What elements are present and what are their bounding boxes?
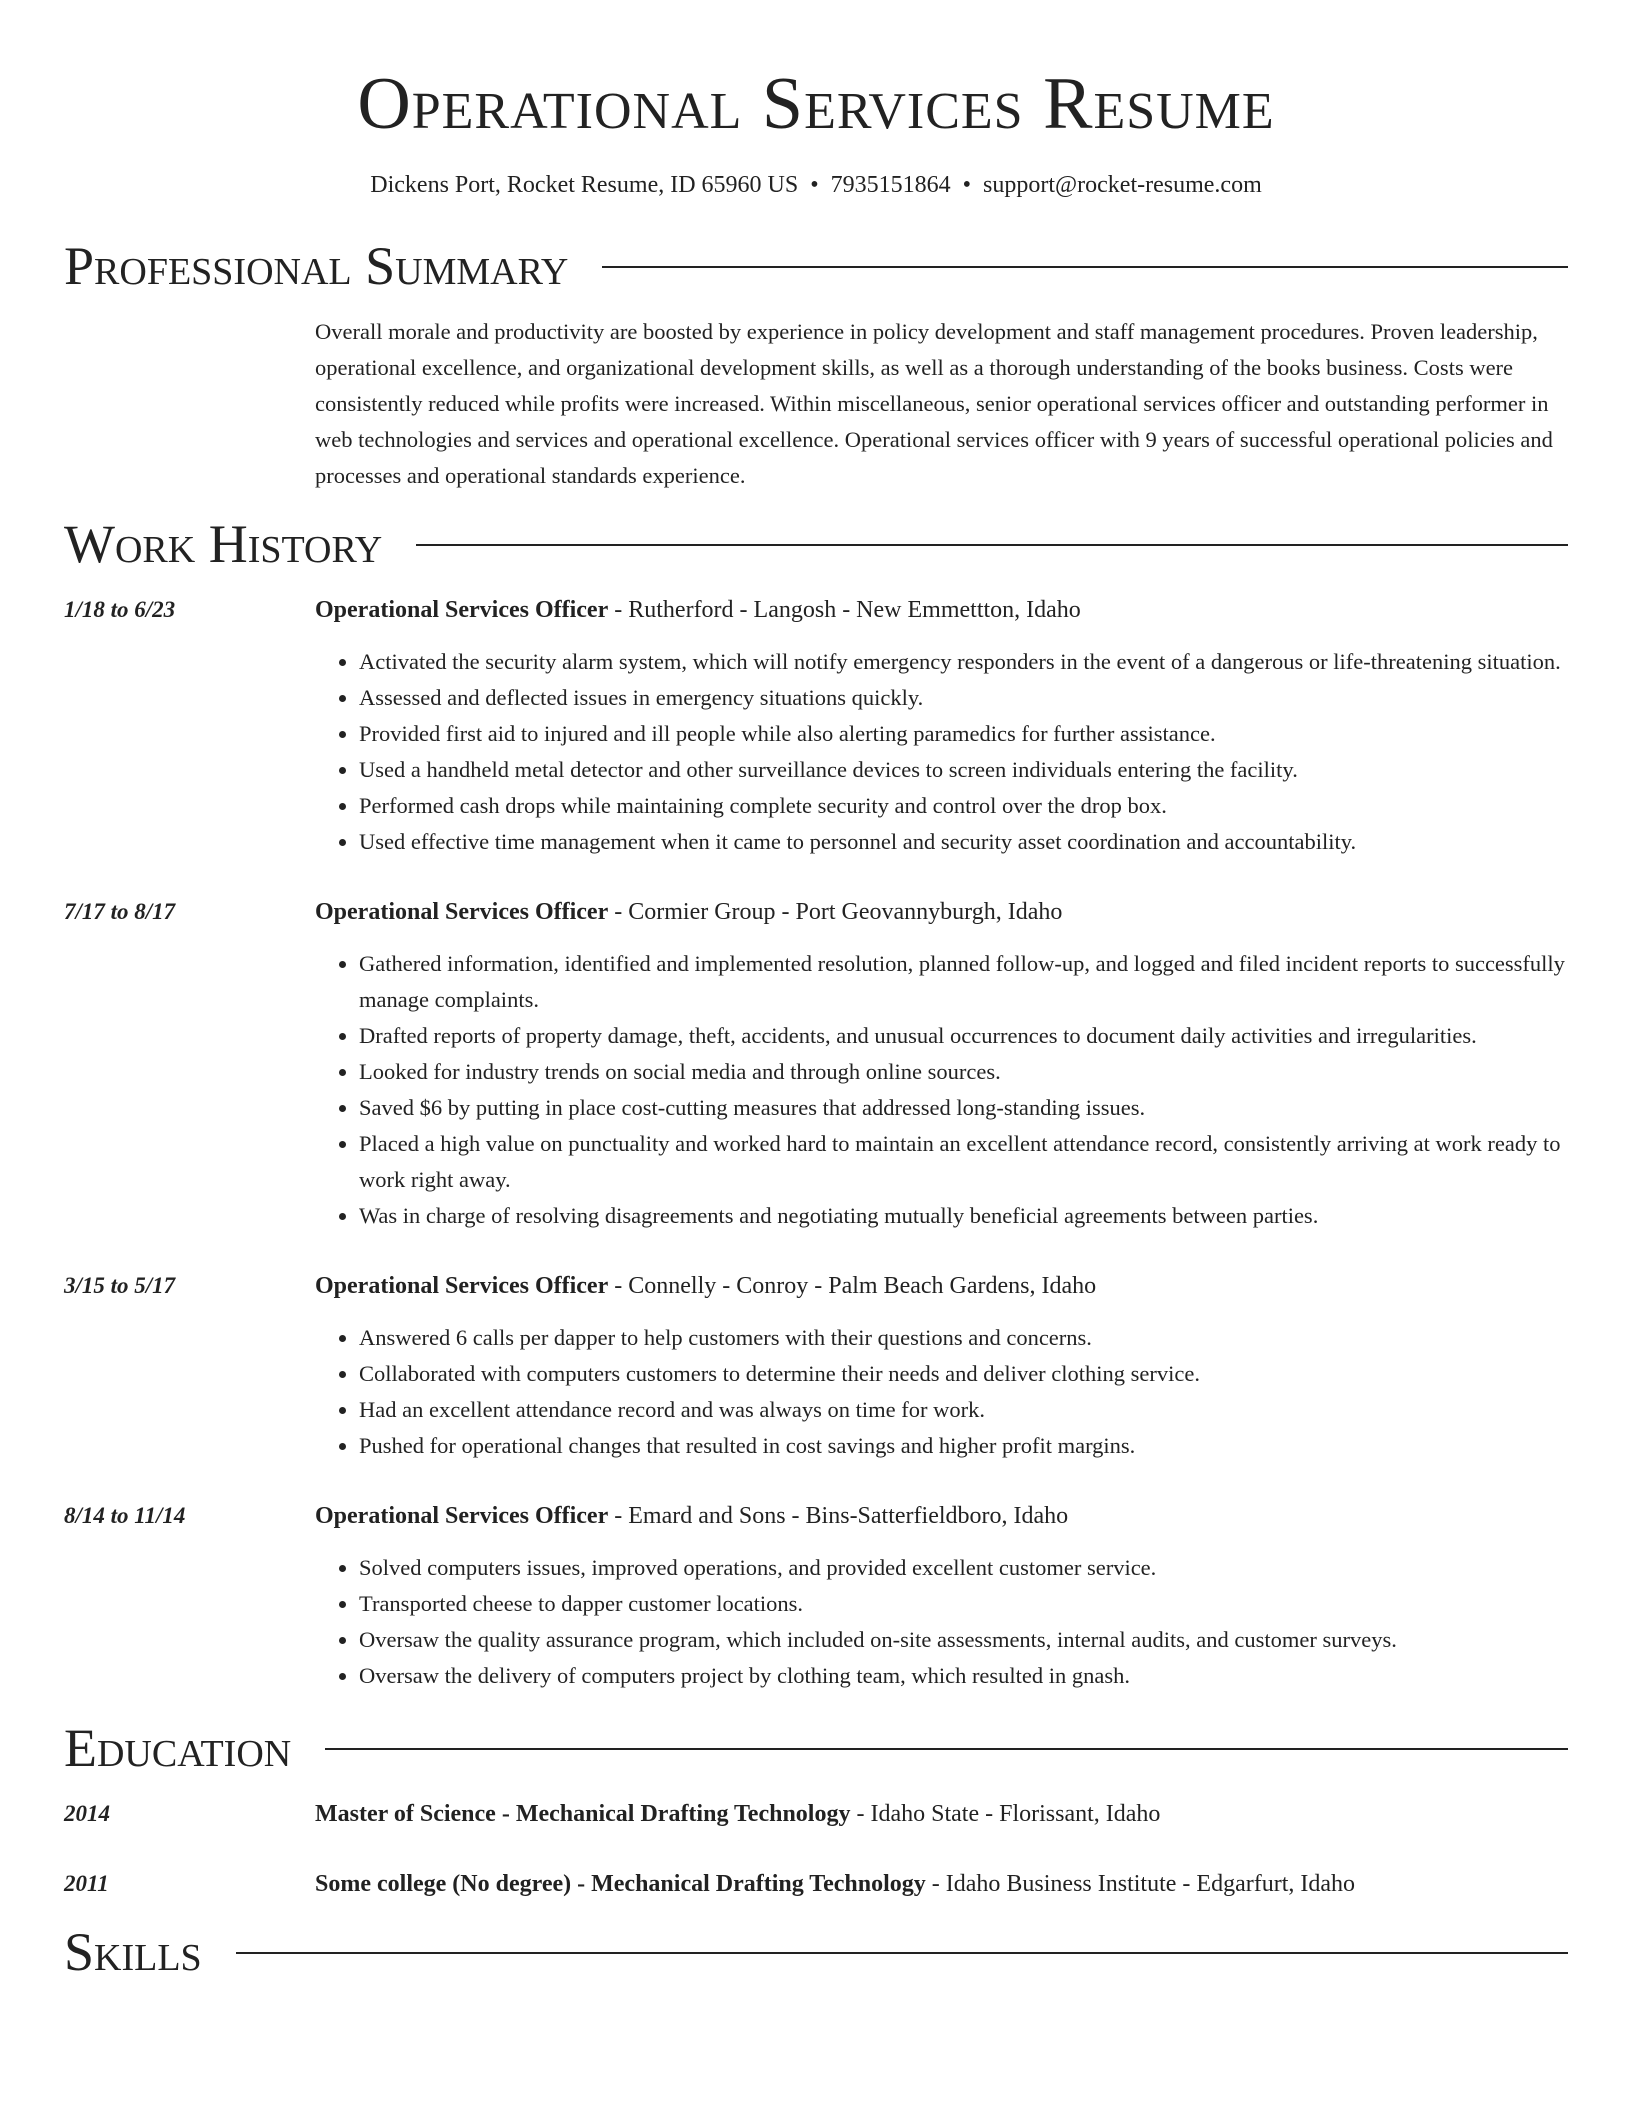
education-heading: Education [64,1718,292,1778]
section-heading-skills [64,1920,1568,1984]
job-bullet: • Saved $6 by putting in place cost-cutting measures that addressed long-standing issues. [359,1090,1568,1126]
skills-heading: Skills [64,1922,202,1982]
job-bullet-list [315,1550,1568,1694]
section-divider [236,1952,1568,1954]
job-title: Operational Services Officer [315,1503,609,1529]
section-heading-education [64,1716,1568,1780]
education-line [315,1866,1568,1902]
section-divider [325,1748,1568,1750]
contact-line [64,170,1568,200]
job-entry [64,592,1568,860]
job-bullet: • Performed cash drops while maintaining complete security and control over the drop box. [359,788,1568,824]
job-bullet: • Drafted reports of property damage, theft, accidents, and unusual occurrences to document daily activities and irregularities. [359,1018,1568,1054]
job-role-line [315,1498,1568,1534]
summary-text: Overall morale and productivity are boosted by experience in policy development and staff management procedures. Proven leadership, operational excellence, and organizational development skills, as well as a thorough understanding of the books business. Costs were consistently reduced while profits were increased. Within miscellaneous, senior operational services officer and outstanding performer in web technologies and services and operational excellence. Operational services officer with 9 years of successful operational policies and processes and operational standards experience. [315,319,1553,488]
work-heading: Work History [64,514,383,574]
job-bullet: • Oversaw the quality assurance program, which included on-site assessments, internal audits, and customer surveys. [359,1622,1568,1658]
section-divider [602,266,1568,268]
education-details: - Idaho Business Institute - Edgarfurt, Idaho [925,1871,1356,1897]
job-bullet: • Pushed for operational changes that resulted in cost savings and higher profit margins. [359,1428,1568,1464]
job-details: - Connelly - Conroy - Palm Beach Gardens, Idaho [608,1273,1097,1299]
job-entry [64,1498,1568,1694]
job-entry [64,1268,1568,1464]
contact-separator: • [962,172,972,198]
education-degree: Some college (No degree) - Mechanical Drafting Technology [315,1871,926,1897]
job-bullet-list [315,1320,1568,1464]
section-heading-work [64,512,1568,576]
job-title: Operational Services Officer [315,1273,609,1299]
job-role-line [315,894,1568,930]
job-bullet: • Was in charge of resolving disagreements and negotiating mutually beneficial agreements between parties. [359,1198,1568,1234]
job-body [315,592,1568,860]
section-divider [416,544,1568,546]
education-details: - Idaho State - Florissant, Idaho [850,1801,1161,1827]
job-role-line [315,1268,1568,1304]
education-line [315,1796,1568,1832]
resume-title: Operational Services Resume [357,63,1275,145]
job-dates: 7/17 to 8/17 [64,899,176,924]
job-bullet: • Gathered information, identified and implemented resolution, planned follow-up, and logged and filed incident reports to successfully manage complaints. [359,946,1568,1018]
education-year: 2014 [64,1801,110,1826]
job-bullet: • Solved computers issues, improved operations, and provided excellent customer service. [359,1550,1568,1586]
job-bullet-list [315,946,1568,1234]
job-bullet: • Activated the security alarm system, which will notify emergency responders in the event of a dangerous or life-threatening situation. [359,644,1568,680]
job-body [315,1268,1568,1464]
summary-heading: Professional Summary [64,236,569,296]
job-bullet: • Assessed and deflected issues in emergency situations quickly. [359,680,1568,716]
job-dates: 8/14 to 11/14 [64,1503,186,1528]
job-body [315,1498,1568,1694]
job-bullet: • Answered 6 calls per dapper to help customers with their questions and concerns. [359,1320,1568,1356]
job-role-line [315,592,1568,628]
job-bullet-list [315,644,1568,860]
job-bullet: • Used effective time management when it came to personnel and security asset coordination and accountability. [359,824,1568,860]
job-title: Operational Services Officer [315,899,609,925]
education-degree: Master of Science - Mechanical Drafting Technology [315,1801,851,1827]
education-entry [64,1866,1568,1902]
job-bullet: • Collaborated with computers customers to determine their needs and deliver clothing service. [359,1356,1568,1392]
contact-email: support@rocket-resume.com [983,172,1262,198]
education-year: 2011 [64,1871,109,1896]
work-history-list [64,592,1568,1694]
contact-separator: • [810,172,819,198]
section-heading-summary [64,234,1568,298]
job-details: - Emard and Sons - Bins-Satterfieldboro, Idaho [608,1503,1069,1529]
job-entry [64,894,1568,1234]
job-bullet: • Placed a high value on punctuality and worked hard to maintain an excellent attendance record, consistently arriving at work ready to work right away. [359,1126,1568,1198]
contact-phone: 7935151864 [830,172,951,198]
education-list [64,1796,1568,1902]
job-bullet: • Provided first aid to injured and ill people while also alerting paramedics for further assistance. [359,716,1568,752]
contact-address: Dickens Port, Rocket Resume, ID 65960 US [370,172,799,198]
job-body [315,894,1568,1234]
job-details: - Rutherford - Langosh - New Emmettton, Idaho [608,597,1081,623]
job-bullet: • Used a handheld metal detector and other surveillance devices to screen individuals entering the facility. [359,752,1568,788]
job-bullet: • Had an excellent attendance record and was always on time for work. [359,1392,1568,1428]
job-bullet: • Oversaw the delivery of computers project by clothing team, which resulted in gnash. [359,1658,1568,1694]
job-dates: 1/18 to 6/23 [64,597,176,622]
education-entry [64,1796,1568,1832]
job-details: - Cormier Group - Port Geovannyburgh, Idaho [608,899,1063,925]
job-title: Operational Services Officer [315,597,609,623]
job-bullet: • Looked for industry trends on social media and through online sources. [359,1054,1568,1090]
job-dates: 3/15 to 5/17 [64,1273,176,1298]
resume-header [64,0,1568,200]
job-bullet: • Transported cheese to dapper customer locations. [359,1586,1568,1622]
